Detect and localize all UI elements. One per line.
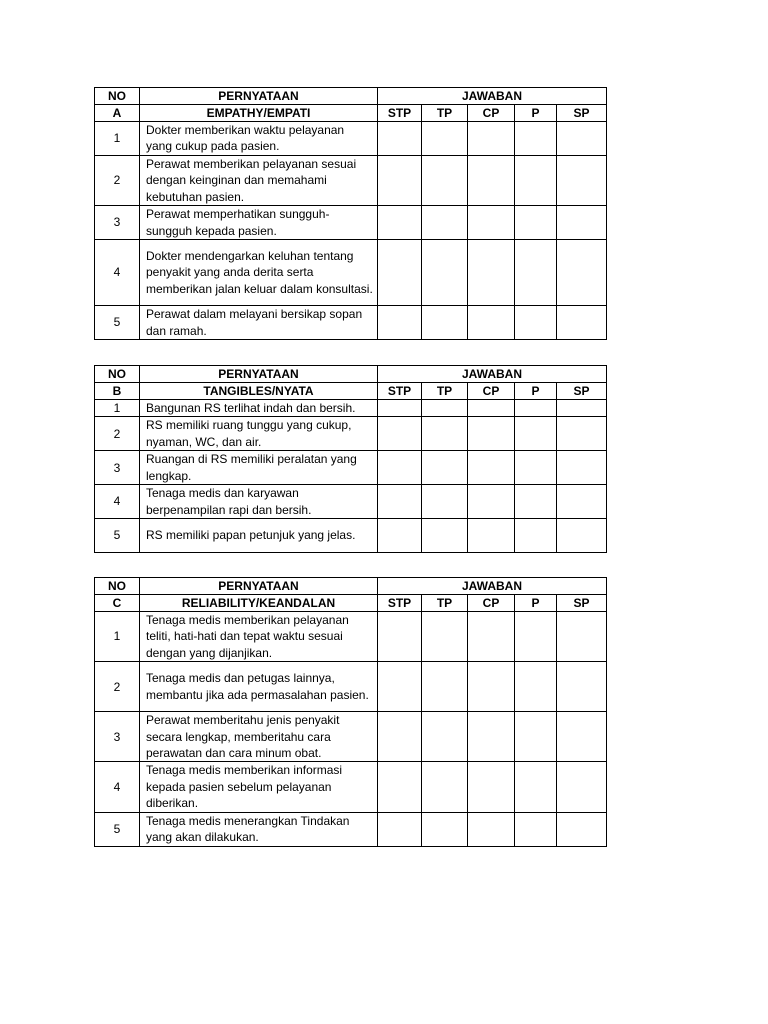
section-title-row — [95, 105, 607, 122]
answer-cell-cp[interactable] — [468, 240, 515, 306]
scale-label-stp: STP — [378, 383, 422, 400]
row-statement: Tenaga medis menerangkan Tindakan yang akan dilakukan. — [140, 812, 378, 846]
answer-cell-cp[interactable] — [468, 612, 515, 662]
row-number: 1 — [95, 122, 140, 156]
header-no: NO — [95, 578, 140, 595]
scale-label-stp: STP — [378, 105, 422, 122]
answer-cell-p[interactable] — [515, 155, 557, 205]
row-statement: Tenaga medis dan petugas lainnya, membantu jika ada permasalahan pasien. — [140, 662, 378, 712]
row-statement: Perawat memberitahu jenis penyakit secara lengkap, memberitahu cara perawatan dan cara minum obat. — [140, 712, 378, 762]
answer-cell-tp[interactable] — [422, 451, 468, 485]
header-statement: PERNYATAAN — [140, 578, 378, 595]
section-code: C — [95, 595, 140, 612]
answer-cell-sp[interactable] — [557, 712, 607, 762]
answer-cell-sp[interactable] — [557, 400, 607, 417]
section-title: RELIABILITY/KEANDALAN — [140, 595, 378, 612]
answer-cell-stp[interactable] — [378, 612, 422, 662]
table-row — [95, 240, 607, 306]
answer-cell-tp[interactable] — [422, 485, 468, 519]
header-no: NO — [95, 88, 140, 105]
answer-cell-p[interactable] — [515, 417, 557, 451]
row-number: 2 — [95, 417, 140, 451]
questionnaire-table-tangibles — [94, 365, 607, 553]
answer-cell-tp[interactable] — [422, 762, 468, 812]
row-statement: Ruangan di RS memiliki peralatan yang lengkap. — [140, 451, 378, 485]
table-row — [95, 155, 607, 205]
row-number: 4 — [95, 485, 140, 519]
answer-cell-p[interactable] — [515, 519, 557, 553]
table-row — [95, 519, 607, 553]
answer-cell-sp[interactable] — [557, 206, 607, 240]
answer-cell-stp[interactable] — [378, 662, 422, 712]
row-statement: Perawat dalam melayani bersikap sopan dan ramah. — [140, 306, 378, 340]
answer-cell-stp[interactable] — [378, 306, 422, 340]
answer-cell-sp[interactable] — [557, 417, 607, 451]
row-statement: Perawat memperhatikan sungguh-sungguh kepada pasien. — [140, 206, 378, 240]
table-row — [95, 122, 607, 156]
answer-cell-cp[interactable] — [468, 712, 515, 762]
answer-cell-tp[interactable] — [422, 122, 468, 156]
row-number: 2 — [95, 662, 140, 712]
answer-cell-cp[interactable] — [468, 519, 515, 553]
answer-cell-sp[interactable] — [557, 662, 607, 712]
table-row — [95, 762, 607, 812]
header-answer: JAWABAN — [378, 88, 607, 105]
answer-cell-cp[interactable] — [468, 206, 515, 240]
answer-cell-sp[interactable] — [557, 485, 607, 519]
section-code: A — [95, 105, 140, 122]
row-number: 1 — [95, 400, 140, 417]
answer-cell-cp[interactable] — [468, 812, 515, 846]
answer-cell-cp[interactable] — [468, 451, 515, 485]
answer-cell-tp[interactable] — [422, 519, 468, 553]
row-statement: RS memiliki papan petunjuk yang jelas. — [140, 519, 378, 553]
header-answer: JAWABAN — [378, 578, 607, 595]
scale-label-cp: CP — [468, 105, 515, 122]
table-row — [95, 206, 607, 240]
table-header-row — [95, 366, 607, 383]
answer-cell-stp[interactable] — [378, 240, 422, 306]
answer-cell-stp[interactable] — [378, 812, 422, 846]
row-statement: Tenaga medis memberikan informasi kepada pasien sebelum pelayanan diberikan. — [140, 762, 378, 812]
section-title-row — [95, 595, 607, 612]
answer-cell-stp[interactable] — [378, 712, 422, 762]
answer-cell-cp[interactable] — [468, 762, 515, 812]
answer-cell-tp[interactable] — [422, 812, 468, 846]
answer-cell-sp[interactable] — [557, 612, 607, 662]
answer-cell-p[interactable] — [515, 812, 557, 846]
answer-cell-stp[interactable] — [378, 400, 422, 417]
answer-cell-sp[interactable] — [557, 519, 607, 553]
row-number: 4 — [95, 762, 140, 812]
scale-label-tp: TP — [422, 105, 468, 122]
answer-cell-p[interactable] — [515, 712, 557, 762]
scale-label-cp: CP — [468, 595, 515, 612]
table-row — [95, 306, 607, 340]
row-number: 3 — [95, 712, 140, 762]
answer-cell-tp[interactable] — [422, 417, 468, 451]
answer-cell-p[interactable] — [515, 662, 557, 712]
section-title: EMPATHY/EMPATI — [140, 105, 378, 122]
table-row — [95, 662, 607, 712]
table-row — [95, 417, 607, 451]
answer-cell-stp[interactable] — [378, 155, 422, 205]
table-row — [95, 612, 607, 662]
answer-cell-sp[interactable] — [557, 122, 607, 156]
scale-label-sp: SP — [557, 383, 607, 400]
answer-cell-sp[interactable] — [557, 451, 607, 485]
answer-cell-cp[interactable] — [468, 485, 515, 519]
answer-cell-cp[interactable] — [468, 662, 515, 712]
header-statement: PERNYATAAN — [140, 366, 378, 383]
table-row — [95, 400, 607, 417]
row-statement: Tenaga medis memberikan pelayanan teliti, hati-hati dan tepat waktu sesuai dengan yang dijanjikan. — [140, 612, 378, 662]
answer-cell-cp[interactable] — [468, 155, 515, 205]
row-statement: Perawat memberikan pelayanan sesuai dengan keinginan dan memahami kebutuhan pasien. — [140, 155, 378, 205]
row-number: 5 — [95, 812, 140, 846]
answer-cell-p[interactable] — [515, 612, 557, 662]
answer-cell-p[interactable] — [515, 240, 557, 306]
answer-cell-tp[interactable] — [422, 206, 468, 240]
header-answer: JAWABAN — [378, 366, 607, 383]
row-statement: Bangunan RS terlihat indah dan bersih. — [140, 400, 378, 417]
table-row — [95, 812, 607, 846]
answer-cell-sp[interactable] — [557, 762, 607, 812]
answer-cell-p[interactable] — [515, 485, 557, 519]
row-number: 5 — [95, 519, 140, 553]
answer-cell-tp[interactable] — [422, 712, 468, 762]
scale-label-sp: SP — [557, 595, 607, 612]
scale-label-stp: STP — [378, 595, 422, 612]
answer-cell-cp[interactable] — [468, 417, 515, 451]
row-number: 4 — [95, 240, 140, 306]
header-no: NO — [95, 366, 140, 383]
scale-label-p: P — [515, 595, 557, 612]
scale-label-sp: SP — [557, 105, 607, 122]
header-statement: PERNYATAAN — [140, 88, 378, 105]
answer-cell-p[interactable] — [515, 762, 557, 812]
scale-label-tp: TP — [422, 595, 468, 612]
answer-cell-sp[interactable] — [557, 155, 607, 205]
answer-cell-sp[interactable] — [557, 240, 607, 306]
answer-cell-tp[interactable] — [422, 400, 468, 417]
row-statement: RS memiliki ruang tunggu yang cukup, nyaman, WC, dan air. — [140, 417, 378, 451]
answer-cell-cp[interactable] — [468, 306, 515, 340]
scale-label-p: P — [515, 105, 557, 122]
answer-cell-cp[interactable] — [468, 122, 515, 156]
answer-cell-p[interactable] — [515, 306, 557, 340]
answer-cell-cp[interactable] — [468, 400, 515, 417]
answer-cell-stp[interactable] — [378, 519, 422, 553]
answer-cell-stp[interactable] — [378, 417, 422, 451]
table-row — [95, 451, 607, 485]
answer-cell-p[interactable] — [515, 451, 557, 485]
table-row — [95, 485, 607, 519]
row-statement: Dokter mendengarkan keluhan tentang penyakit yang anda derita serta memberikan jalan keluar dalam konsultasi. — [140, 240, 378, 306]
questionnaire-table-empathy — [94, 87, 607, 340]
table-header-row — [95, 578, 607, 595]
row-number: 1 — [95, 612, 140, 662]
section-title-row — [95, 383, 607, 400]
questionnaire-table-reliability — [94, 577, 607, 847]
scale-label-cp: CP — [468, 383, 515, 400]
row-number: 3 — [95, 451, 140, 485]
answer-cell-tp[interactable] — [422, 240, 468, 306]
table-header-row — [95, 88, 607, 105]
row-number: 3 — [95, 206, 140, 240]
answer-cell-stp[interactable] — [378, 485, 422, 519]
scale-label-p: P — [515, 383, 557, 400]
answer-cell-sp[interactable] — [557, 306, 607, 340]
section-title: TANGIBLES/NYATA — [140, 383, 378, 400]
table-row — [95, 712, 607, 762]
section-code: B — [95, 383, 140, 400]
scale-label-tp: TP — [422, 383, 468, 400]
answer-cell-tp[interactable] — [422, 306, 468, 340]
answer-cell-stp[interactable] — [378, 206, 422, 240]
answer-cell-stp[interactable] — [378, 762, 422, 812]
row-number: 5 — [95, 306, 140, 340]
answer-cell-stp[interactable] — [378, 451, 422, 485]
answer-cell-stp[interactable] — [378, 122, 422, 156]
answer-cell-sp[interactable] — [557, 812, 607, 846]
row-statement: Dokter memberikan waktu pelayanan yang cukup pada pasien. — [140, 122, 378, 156]
row-statement: Tenaga medis dan karyawan berpenampilan rapi dan bersih. — [140, 485, 378, 519]
answer-cell-p[interactable] — [515, 206, 557, 240]
answer-cell-p[interactable] — [515, 400, 557, 417]
answer-cell-tp[interactable] — [422, 612, 468, 662]
row-number: 2 — [95, 155, 140, 205]
answer-cell-tp[interactable] — [422, 662, 468, 712]
answer-cell-p[interactable] — [515, 122, 557, 156]
answer-cell-tp[interactable] — [422, 155, 468, 205]
